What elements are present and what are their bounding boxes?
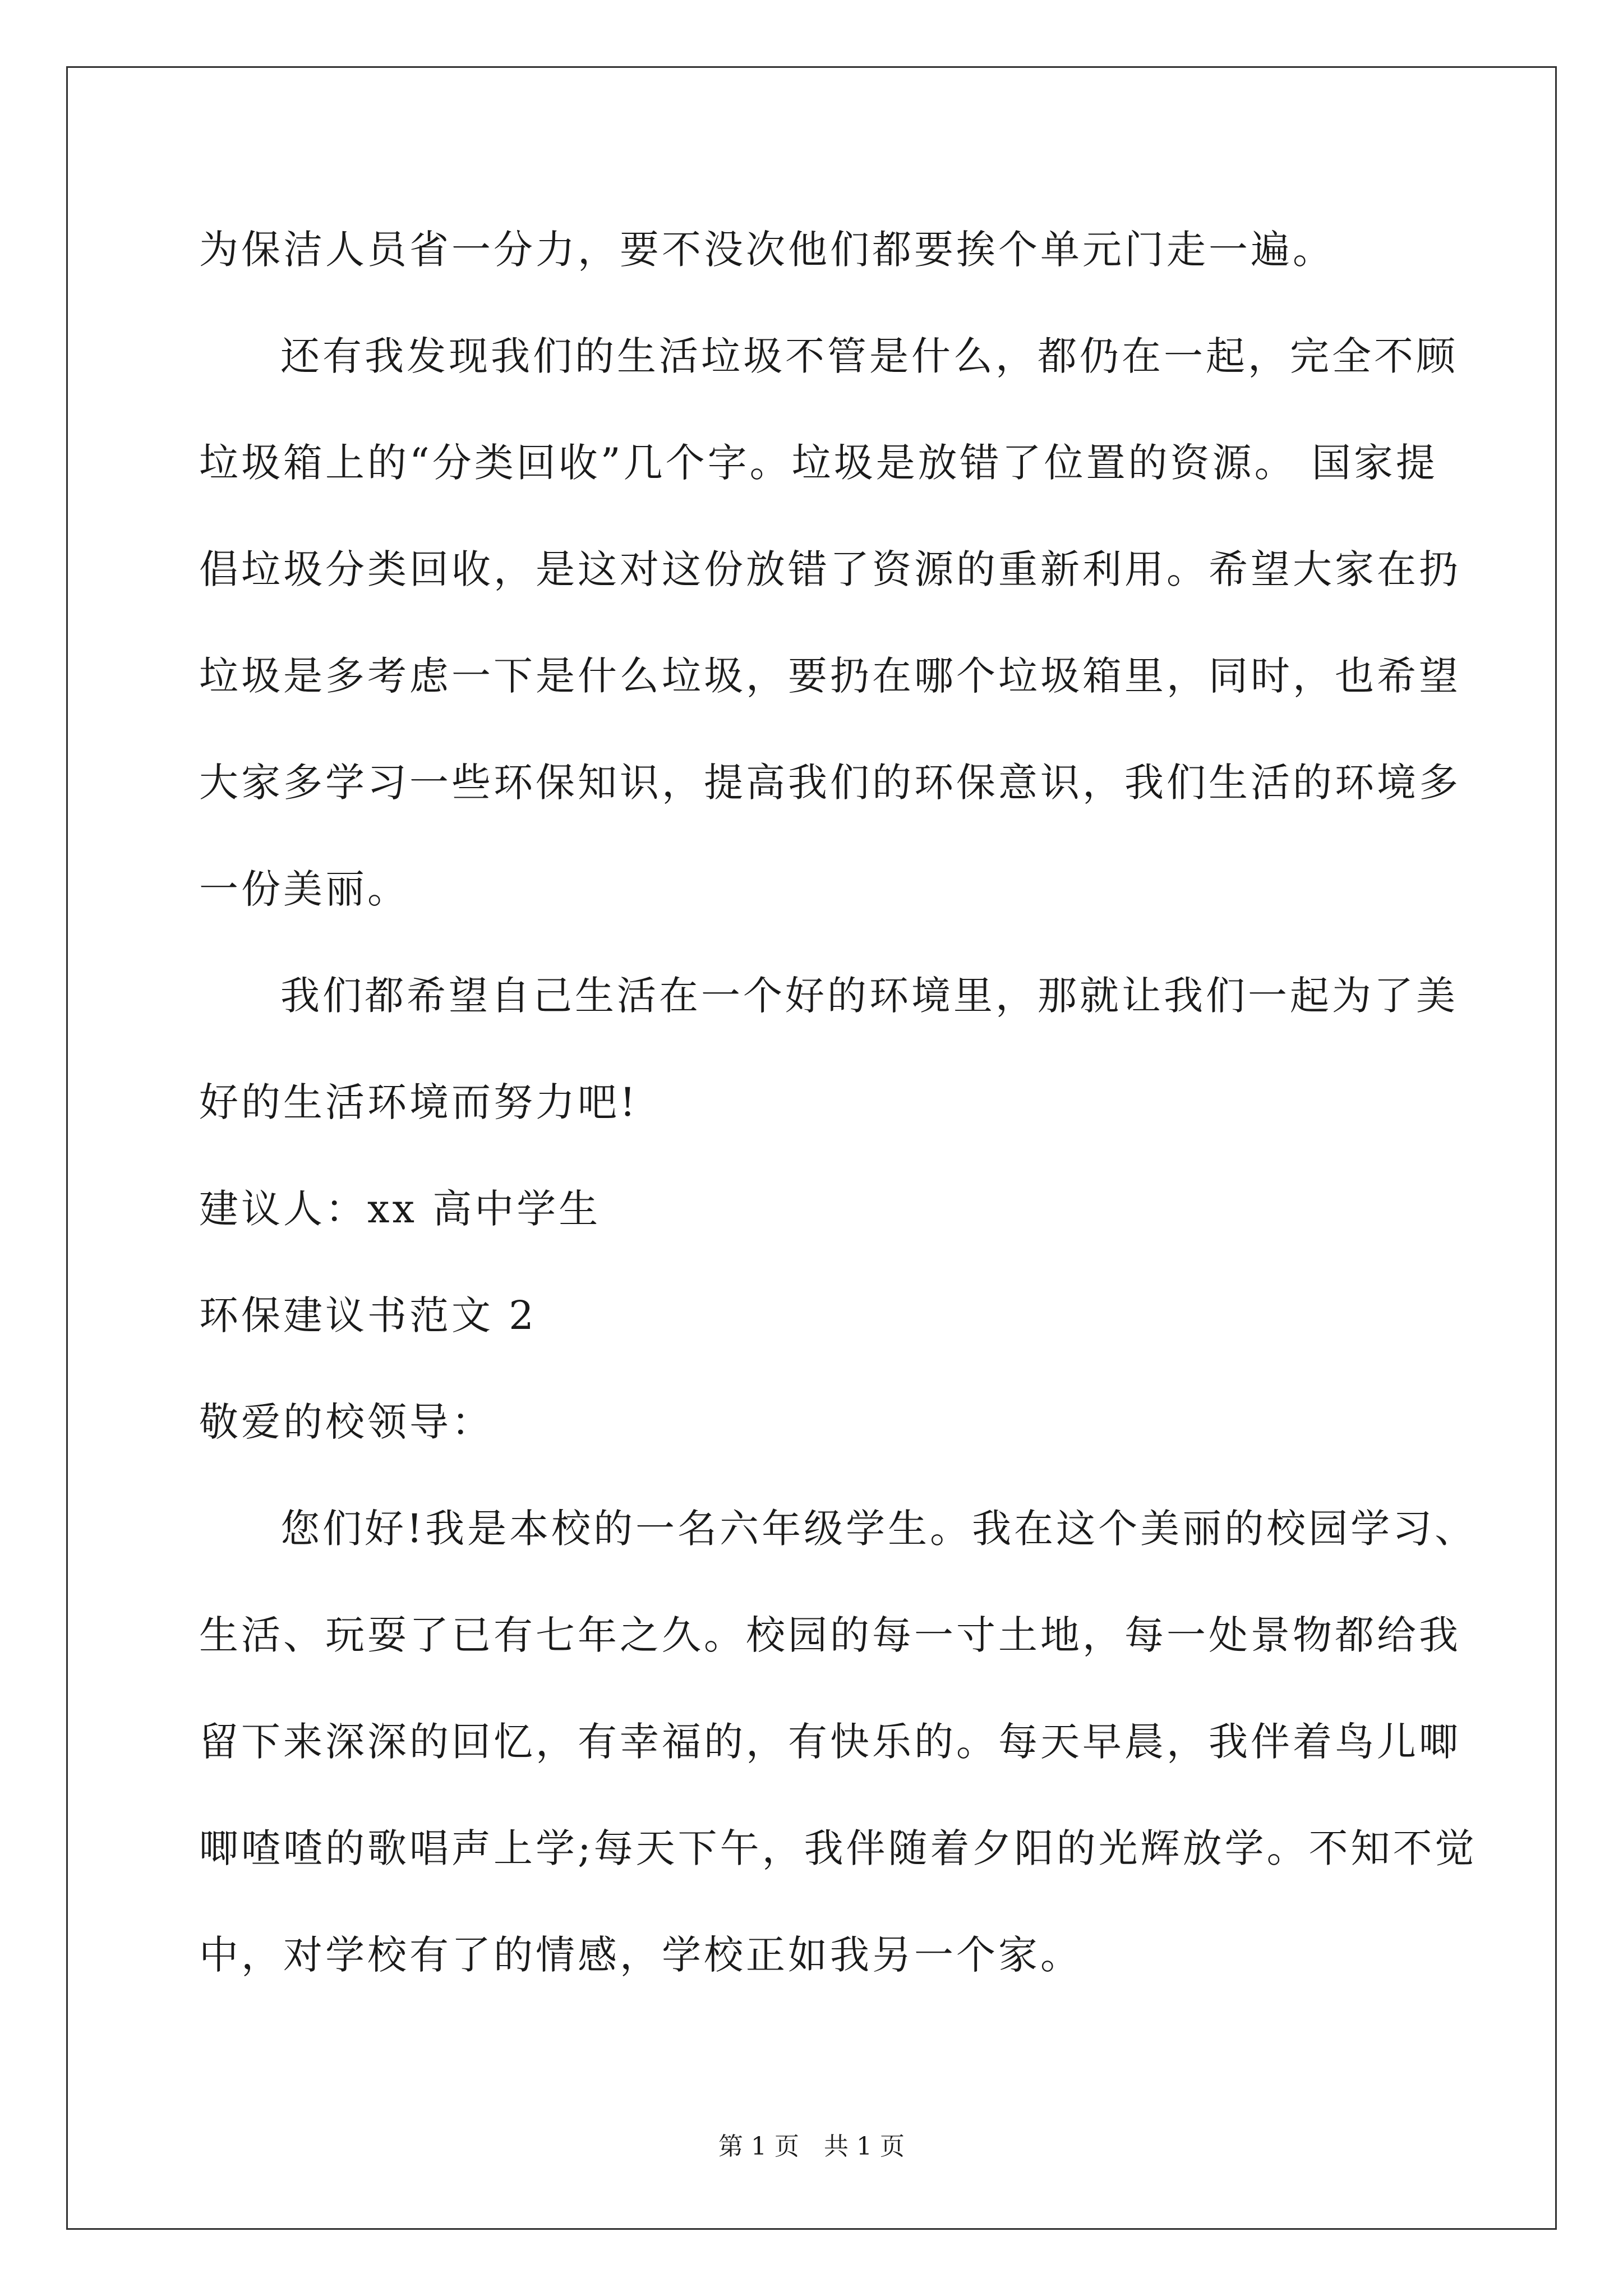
paragraph-line: 您们好!我是本校的一名六年级学生。我在这个美丽的校园学习、: [280, 1506, 1477, 1552]
paragraph-line: 中，对学校有了的情感，学校正如我另一个家。: [199, 1932, 1082, 1978]
paragraph-line: 倡垃圾分类回收，是这对这份放错了资源的重新利用。希望大家在扔: [199, 546, 1461, 592]
section-title: 环保建议书范文 2: [199, 1292, 537, 1338]
page-border: [66, 66, 1557, 2230]
paragraph-line: 我们都希望自己生活在一个好的环境里，那就让我们一起为了美: [280, 973, 1458, 1019]
paragraph-line: 垃圾是多考虑一下是什么垃圾，要扔在哪个垃圾箱里，同时，也希望: [199, 653, 1461, 699]
paragraph-line: 为保洁人员省一分力，要不没次他们都要挨个单元门走一遍。: [199, 227, 1335, 273]
paragraph-line: 唧喳喳的歌唱声上学;每天下午，我伴随着夕阳的光辉放学。不知不觉: [199, 1825, 1477, 1871]
paragraph-line: 一份美丽。: [199, 866, 409, 912]
paragraph-line: 垃圾箱上的“分类回收”几个字。垃圾是放错了位置的资源。 国家提: [199, 440, 1438, 486]
paragraph-line: 好的生活环境而努力吧!: [199, 1079, 639, 1125]
paragraph-line: 生活、玩耍了已有七年之久。校园的每一寸土地，每一处景物都给我: [199, 1612, 1461, 1658]
salutation: 敬爱的校领导：: [199, 1399, 494, 1445]
paragraph-line: 还有我发现我们的生活垃圾不管是什么，都仍在一起，完全不顾: [280, 333, 1458, 379]
paragraph-line: 大家多学习一些环保知识，提高我们的环保意识，我们生活的环境多: [199, 760, 1461, 806]
page-footer: 第 1 页 共 1 页: [718, 2132, 905, 2161]
paragraph-line: 留下来深深的回忆，有幸福的，有快乐的。每天早晨，我伴着鸟儿唧: [199, 1719, 1461, 1765]
signature-line: 建议人：xx 高中学生: [199, 1186, 601, 1232]
